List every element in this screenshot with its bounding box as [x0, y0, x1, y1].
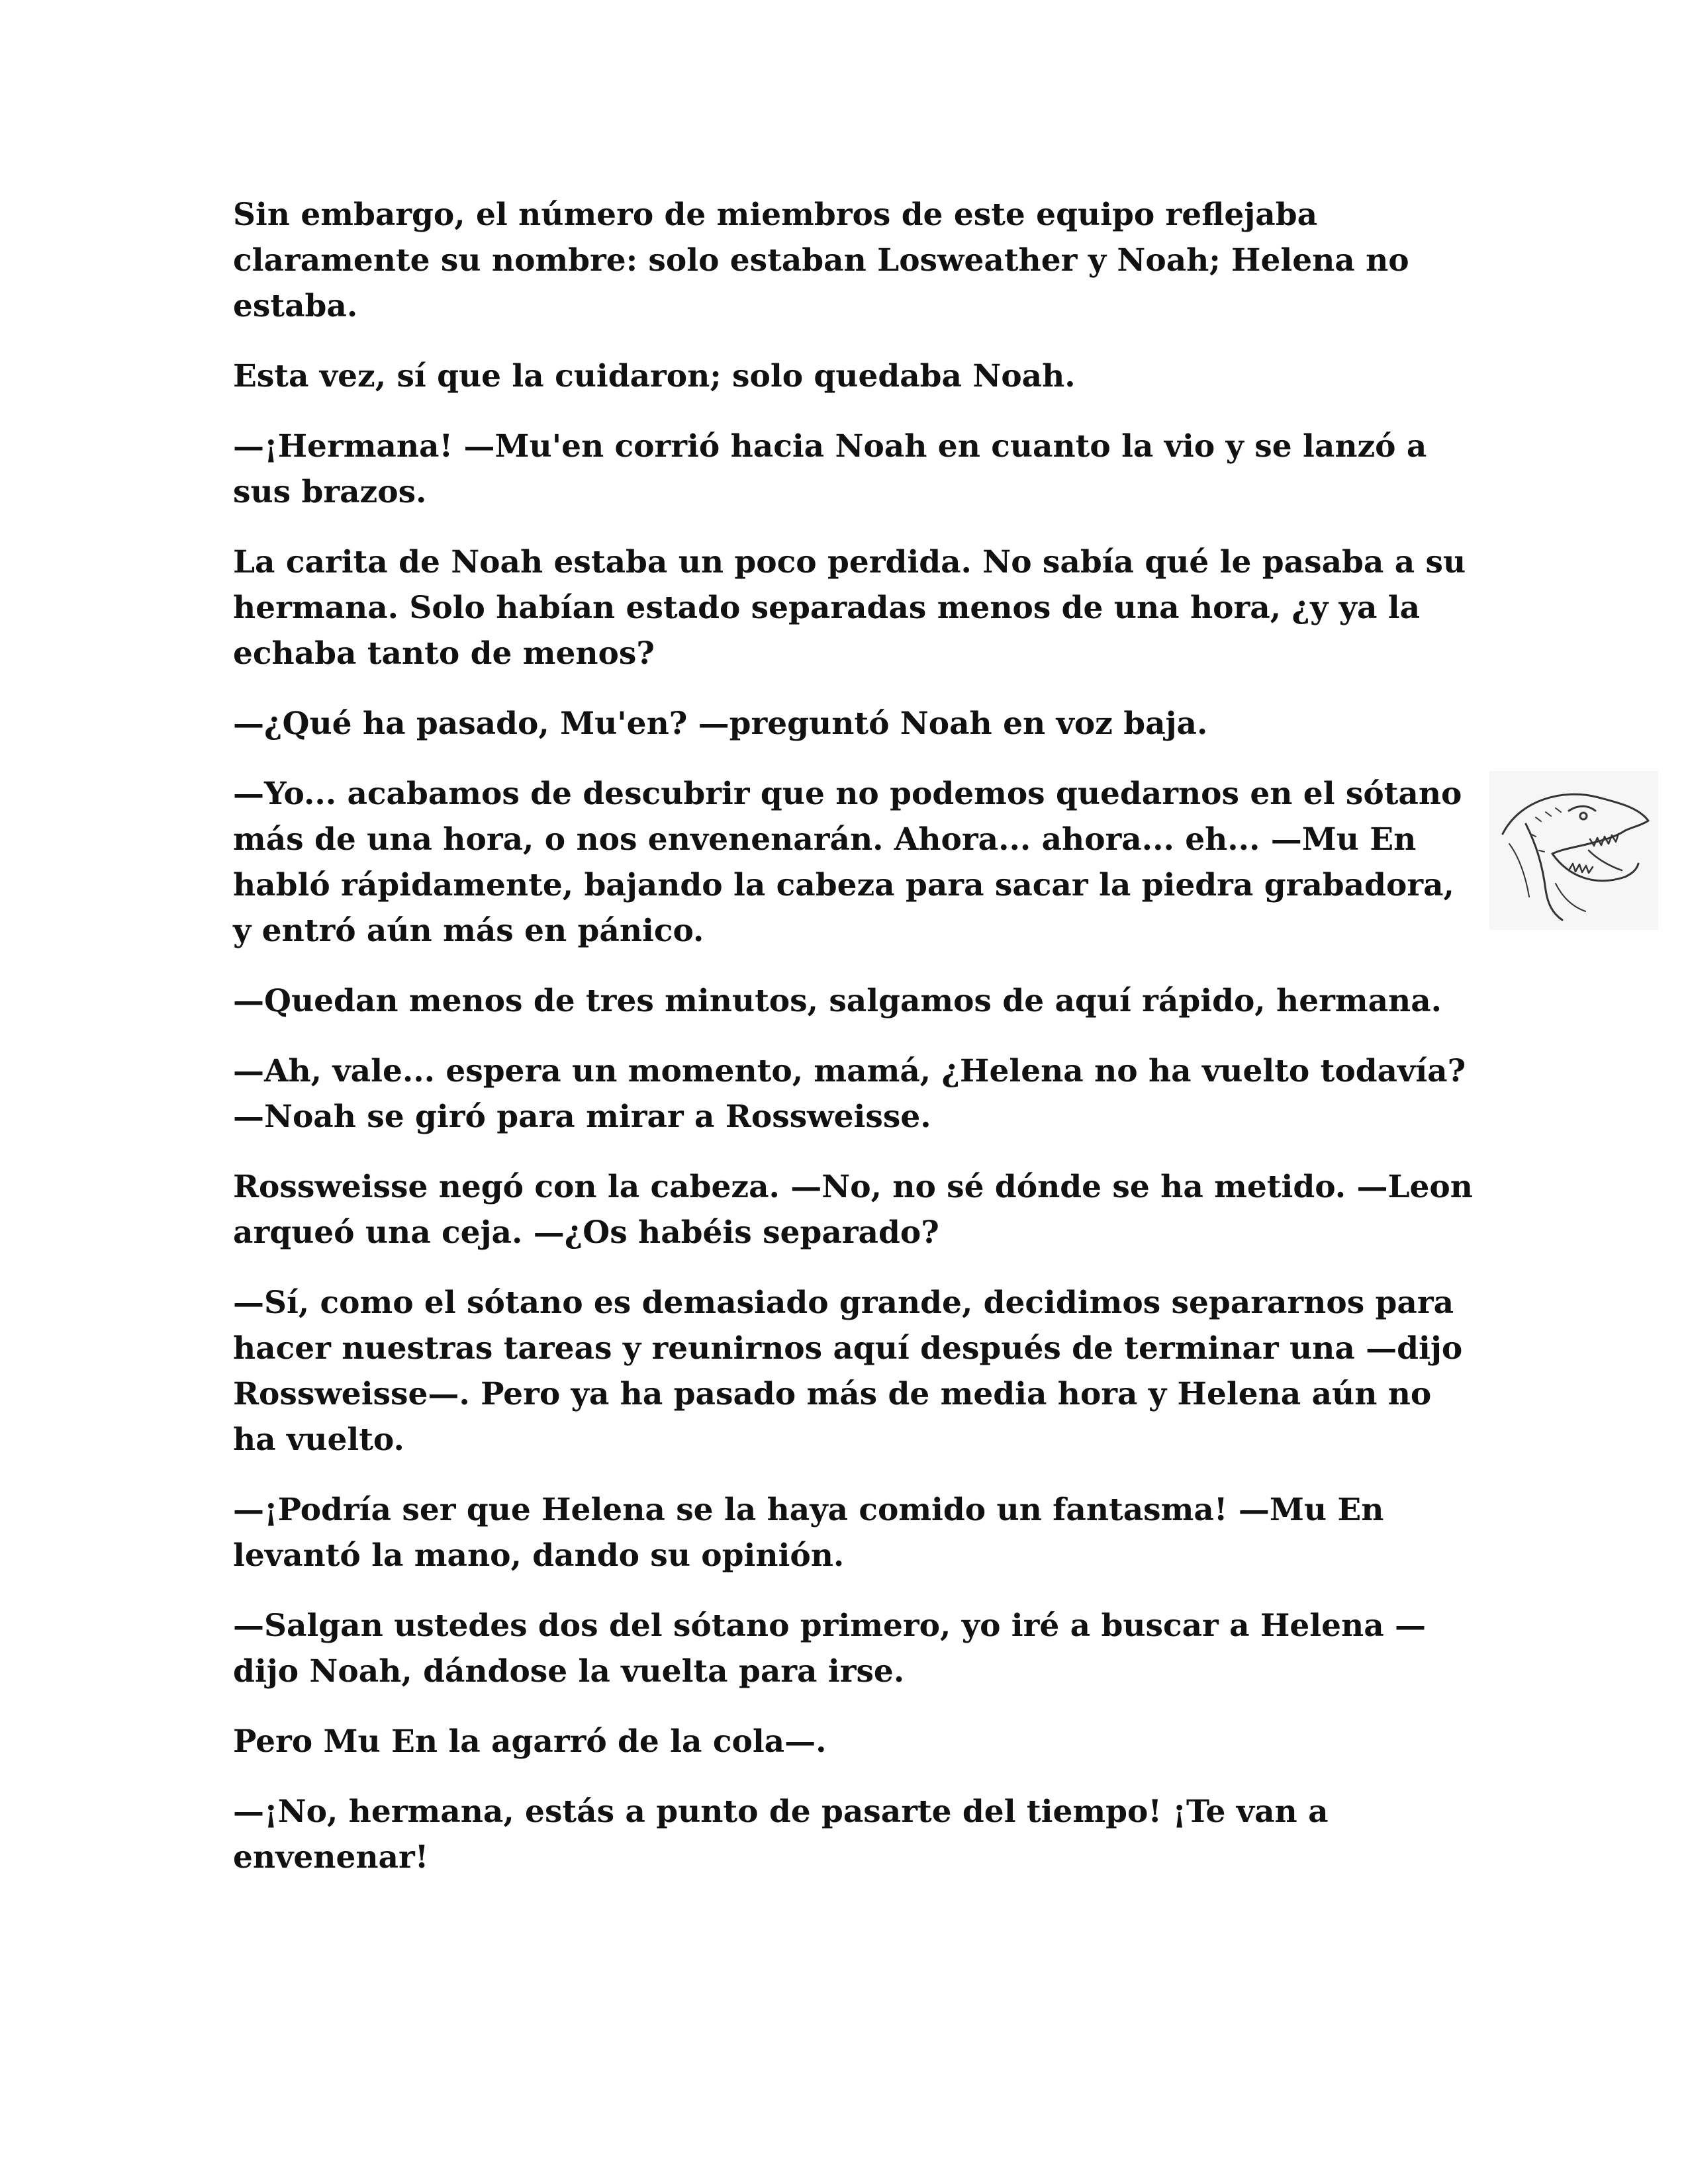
paragraph: —Yo... acabamos de descubrir que no podemos quedarnos en el sótano más de una hora, o nos envenenarán. Ahora... ahora... eh... —Mu En habló rápidamente, bajando la cabeza para sacar la piedra grabadora, y entró aún más en pánico. — [233, 776, 1462, 949]
paragraph: La carita de Noah estaba un poco perdida. No sabía qué le pasaba a su hermana. Solo habían estado separadas menos de una hora, ¿y ya la echaba tanto de menos? — [233, 544, 1466, 672]
paragraph: —¡Hermana! —Mu'en corrió hacia Noah en cuanto la vio y se lanzó a sus brazos. — [233, 428, 1427, 510]
paragraph: Rossweisse negó con la cabeza. —No, no sé dónde se ha metido. —Leon arqueó una ceja. —¿Os habéis separado? — [233, 1169, 1473, 1251]
paragraph: —Sí, como el sótano es demasiado grande, decidimos separarnos para hacer nuestras tareas y reunirnos aquí después de terminar una —dijo Rossweisse—. Pero ya ha pasado más de media hora y Helena aún no ha vuelto. — [233, 1285, 1463, 1458]
paragraph: —Ah, vale... espera un momento, mamá, ¿Helena no ha vuelto todavía? —Noah se giró para mirar a Rossweisse. — [233, 1053, 1466, 1135]
paragraph: —¡No, hermana, estás a punto de pasarte del tiempo! ¡Te van a envenenar! — [233, 1794, 1329, 1876]
paragraph: Esta vez, sí que la cuidaron; solo quedaba Noah. — [233, 358, 1076, 394]
paragraph: Sin embargo, el número de miembros de este equipo reflejaba claramente su nombre: solo estaban Losweather y Noah; Helena no estaba. — [233, 197, 1409, 324]
paragraph: —¡Podría ser que Helena se la haya comido un fantasma! —Mu En levantó la mano, dando su opinión. — [233, 1492, 1384, 1574]
paragraph: —Quedan menos de tres minutos, salgamos de aquí rápido, hermana. — [233, 983, 1442, 1019]
paragraph: Pero Mu En la agarró de la cola—. — [233, 1723, 827, 1760]
paragraph: —¿Qué ha pasado, Mu'en? —preguntó Noah en voz baja. — [233, 705, 1208, 742]
dinosaur-head-sketch-icon — [1489, 771, 1658, 930]
paragraph: —Salgan ustedes dos del sótano primero, yo iré a buscar a Helena —dijo Noah, dándose la vuelta para irse. — [233, 1608, 1427, 1690]
document-body — [233, 192, 1477, 1905]
